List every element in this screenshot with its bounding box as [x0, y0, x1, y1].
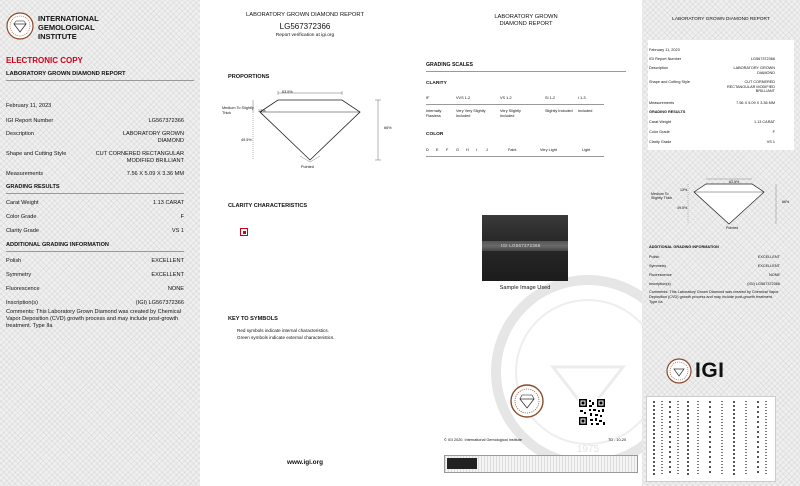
additional-row: Symmetry EXCELLENT — [6, 272, 184, 278]
color-grade: F — [446, 148, 449, 152]
wallet-card-panel — [642, 0, 800, 486]
additional-grading-heading: ADDITIONAL GRADING INFORMATION — [649, 245, 719, 249]
key-to-symbols-heading: KEY TO SYMBOLS — [228, 316, 278, 322]
clarity-description: Included — [578, 109, 593, 113]
additional-row: Polish EXCELLENT — [6, 258, 184, 264]
key-line: Red symbols indicate internal characteristics. — [237, 328, 329, 333]
report-number: LG567372366 — [279, 22, 331, 31]
igi-logo-text: IGI — [695, 359, 725, 382]
clarity-grade: IF — [426, 96, 430, 100]
girdle-label: Medium To Slightly Thick — [651, 192, 673, 201]
detail-row: IGI Report Number LG567372366 — [649, 57, 775, 61]
color-grade: I — [476, 148, 478, 152]
detail-row: Measurements 7.56 X 5.09 X 3.36 MM — [6, 171, 184, 177]
color-grade: G — [456, 148, 459, 152]
color-description: Light — [582, 148, 591, 152]
culet-label: Pointed — [301, 165, 314, 169]
additional-row: Polish EXCELLENT — [649, 255, 780, 259]
report-title: LABORATORY GROWN DIAMOND REPORT — [6, 71, 126, 77]
grading-scales-heading: GRADING SCALES — [426, 62, 473, 68]
pavilion-percent: 49.5% — [677, 206, 688, 210]
grading-row: Color Grade F — [649, 130, 775, 134]
depth-percent: 66% — [782, 200, 790, 204]
igi-seal-icon — [666, 358, 692, 384]
security-strip — [444, 455, 638, 473]
detail-row: Description LABORATORY GROWN DIAMOND — [6, 131, 184, 144]
grading-results-heading: GRADING RESULTS — [649, 110, 686, 114]
igi-seal-icon — [6, 12, 34, 40]
report-heading: LABORATORY GROWN DIAMOND REPORT — [246, 12, 364, 18]
proportions-panel — [200, 0, 410, 486]
sample-caption: Sample Image Used — [499, 285, 551, 291]
comments-text: Comments: This Laboratory Grown Diamond was created by Chemical Vapor Deposition (CVD) growth process and may include post-growth treatment. Type IIa — [6, 309, 181, 329]
grading-results-heading: GRADING RESULTS — [6, 184, 60, 190]
additional-row: Symmetry EXCELLENT — [649, 264, 780, 268]
clarity-description: Internally Flawless — [426, 109, 442, 118]
additional-row: Fluorescence NONE — [649, 273, 780, 277]
proportions-heading: PROPORTIONS — [228, 74, 270, 80]
color-description: Very Light — [540, 148, 557, 152]
girdle-label: Medium To Slightly Thick — [222, 106, 254, 115]
report-summary-panel — [0, 0, 200, 486]
website-link[interactable]: www.igi.org — [287, 459, 323, 466]
clarity-description: Very Slightly Included — [500, 109, 521, 118]
detail-row: Shape and Cutting Style CUT CORNERED RECTANGULAR MODIFIED BRILLIANT — [649, 80, 775, 94]
clarity-grade: SI 1-2 — [545, 96, 556, 100]
watermark-seal-icon — [478, 272, 642, 462]
igi-seal-icon — [510, 384, 544, 418]
table-percent: 63.5% — [282, 90, 293, 94]
key-line: Green symbols indicate external characteristics. — [237, 335, 335, 340]
color-grade: E — [436, 148, 439, 152]
depth-percent: 66% — [384, 126, 392, 130]
color-grade: J — [486, 148, 488, 152]
report-verification: Report verification at igi.org — [275, 33, 335, 38]
clarity-grade: VS 1-2 — [500, 96, 512, 100]
additional-row: Fluorescence NONE — [6, 286, 184, 292]
color-grade: D — [426, 148, 429, 152]
clarity-scale-heading: CLARITY — [426, 81, 447, 86]
additional-row: Inscription(s) (IGI) LG567372366 — [6, 300, 184, 306]
clarity-grade: VVS 1-2 — [456, 96, 471, 100]
report-heading: LABORATORY GROWN DIAMOND REPORT — [494, 14, 558, 27]
grading-row: Clarity Grade VS 1 — [6, 228, 184, 234]
report-date: February 11, 2023 — [649, 48, 680, 52]
detail-row: IGI Report Number LG567372366 — [6, 118, 184, 124]
form-code: TD - 10-20 — [608, 438, 627, 442]
color-description: Faint — [508, 148, 517, 152]
grading-row: Carat Weight 1.13 CARAT — [649, 120, 775, 124]
comments-text: Comments: This Laboratory Grown Diamond was created by Chemical Vapor Deposition (CVD) growth process and may include post-growth treatment. Type IIa — [649, 290, 779, 304]
inscription-image-text: IGI LG567372366 — [501, 243, 541, 248]
pavilion-percent: 49.5% — [241, 138, 252, 142]
crown-percent: 13% — [680, 188, 688, 192]
grading-row: Carat Weight 1.13 CARAT — [6, 200, 184, 206]
seal-year: 1975 — [576, 444, 600, 455]
crown-percent: 13% — [258, 109, 266, 113]
report-date: February 11, 2023 — [6, 103, 52, 109]
color-grade: H — [466, 148, 469, 152]
detail-row: Measurements 7.56 X 5.09 X 3.36 MM — [649, 101, 775, 105]
grading-row: Clarity Grade VS 1 — [649, 140, 775, 144]
clarity-characteristics-heading: CLARITY CHARACTERISTICS — [228, 203, 308, 209]
detail-row: Description LABORATORY GROWN DIAMOND — [649, 66, 775, 75]
grading-scales-panel — [410, 0, 642, 486]
culet-label: Pointed — [726, 226, 739, 230]
org-name: INTERNATIONAL GEMOLOGICAL INSTITUTE — [38, 14, 99, 41]
copyright-text: © IGI 2020. International Gemological Institute — [444, 438, 522, 442]
additional-grading-heading: ADDITIONAL GRADING INFORMATION — [6, 242, 109, 248]
clarity-grade: I 1-3 — [578, 96, 586, 100]
rotated-mini-card — [646, 396, 776, 482]
clarity-description: Slightly Included — [545, 109, 573, 113]
additional-row: Inscription(s) (IGI) LG567372366 — [649, 282, 780, 286]
detail-row: Shape and Cutting Style CUT CORNERED RECTANGULAR MODIFIED BRILLIANT — [6, 151, 184, 164]
grading-row: Color Grade F — [6, 214, 184, 220]
report-heading: LABORATORY GROWN DIAMOND REPORT — [672, 17, 770, 22]
qr-code-icon[interactable] — [578, 398, 606, 426]
color-scale-heading: COLOR — [426, 132, 444, 137]
clarity-description: Very Very Slightly Included — [456, 109, 486, 118]
table-percent: 63.5% — [729, 180, 740, 184]
plot-marker-icon — [240, 228, 248, 236]
electronic-copy-label: ELECTRONIC COPY — [6, 56, 83, 65]
inscription-sample-image — [482, 215, 568, 281]
